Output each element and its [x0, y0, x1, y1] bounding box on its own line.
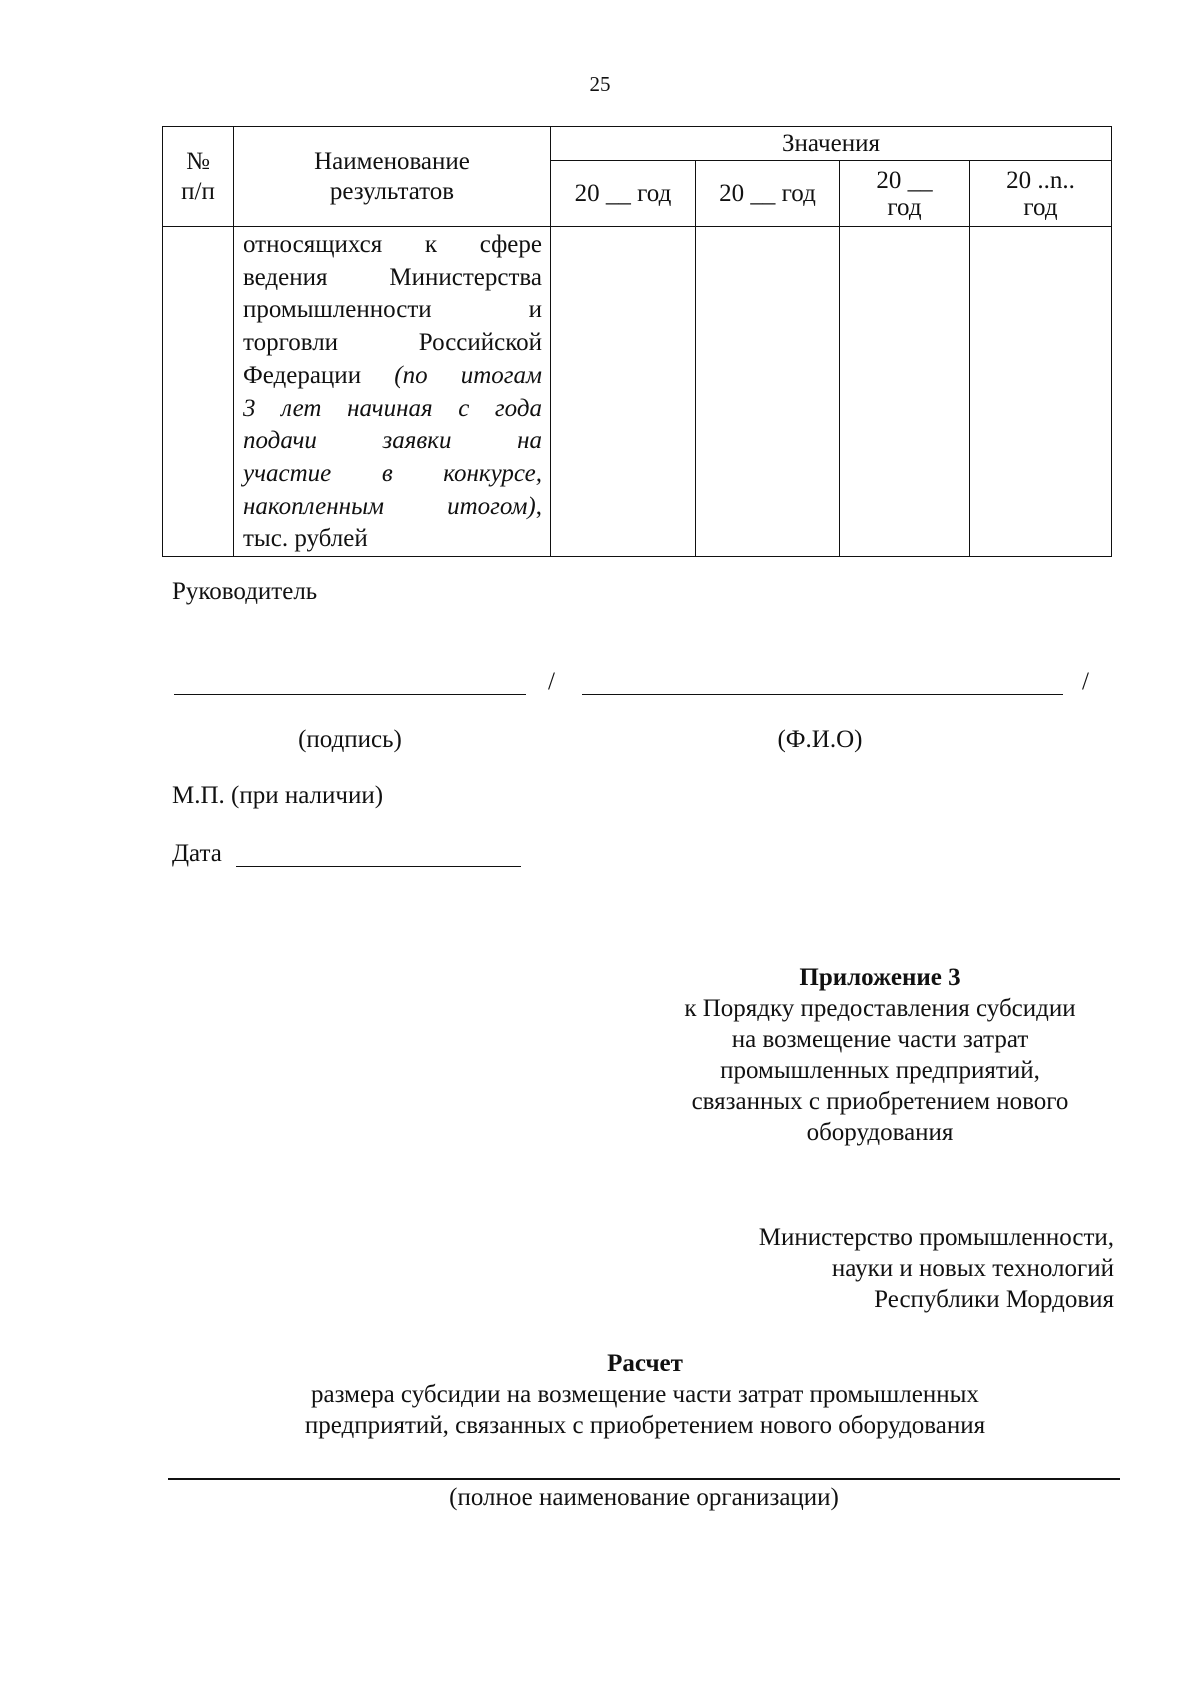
slash-2: / [1082, 668, 1089, 695]
addressee-block [600, 1222, 1114, 1315]
calculation-line: размера субсидии на возмещение части затрат промышленных [311, 1381, 979, 1408]
head-label: Руководитель [172, 578, 318, 605]
addressee-line: науки и новых технологий [831, 1255, 1114, 1282]
results-table [162, 126, 1112, 557]
appendix-line: к Порядку предоставления субсидии [684, 995, 1076, 1022]
header-year-3: 20 __ год [840, 161, 970, 227]
row-year-n-cell [970, 227, 1112, 557]
date-line[interactable] [236, 866, 521, 867]
appendix-line: на возмещение части затрат [731, 1026, 1029, 1053]
row-year-3-cell [840, 227, 970, 557]
calculation-line: предприятий, связанных с приобретением нового оборудования [304, 1412, 986, 1439]
row-result-name-cell: относящихся к сфере ведения Министерства промышленности и торговли Российской Федерации (по итогам 3 лет начиная с года подачи заявки на участие в конкурсе, накопленным итогом), тыс. рублей [234, 227, 551, 557]
slash-1: / [548, 668, 555, 695]
header-year-n: 20 ..n.. год [970, 161, 1112, 227]
stamp-label: М.П. (при наличии) [172, 782, 384, 809]
addressee-line: Министерство промышленности, [758, 1224, 1114, 1251]
header-year-1: 20 __ год [551, 161, 696, 227]
organization-name-line[interactable] [168, 1478, 1120, 1480]
date-label: Дата [172, 840, 222, 867]
signature-line[interactable] [174, 694, 526, 695]
header-values: Значения [551, 127, 1112, 161]
signature-caption: (подпись) [298, 726, 402, 753]
calculation-title: Расчет [607, 1350, 683, 1377]
row-number-cell [163, 227, 234, 557]
appendix-block [640, 962, 1120, 1148]
header-result-name: Наименование результатов [234, 127, 551, 227]
organization-caption: (полное наименование организации) [449, 1484, 839, 1511]
fio-caption: (Ф.И.О) [777, 726, 863, 753]
page-number: 25 [589, 72, 611, 96]
addressee-line: Республики Мордовия [874, 1286, 1114, 1313]
fio-line[interactable] [582, 694, 1063, 695]
appendix-line: промышленных предприятий, [720, 1057, 1040, 1084]
row-year-1-cell [551, 227, 696, 557]
row-year-2-cell [696, 227, 840, 557]
header-year-2: 20 __ год [696, 161, 840, 227]
appendix-line: оборудования [806, 1119, 954, 1146]
appendix-title: Приложение 3 [799, 964, 961, 991]
appendix-line: связанных с приобретением нового [691, 1088, 1069, 1115]
calculation-block [0, 1348, 1200, 1441]
header-number: № п/п [163, 127, 234, 227]
